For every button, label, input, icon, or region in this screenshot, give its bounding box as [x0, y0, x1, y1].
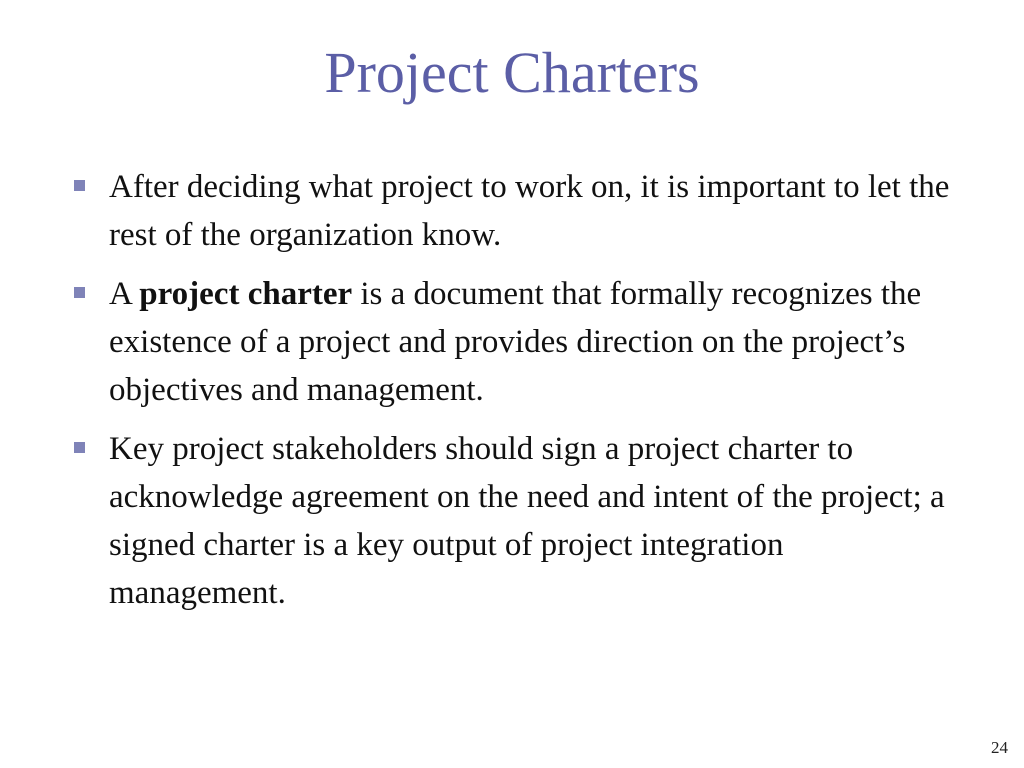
square-bullet-icon — [74, 287, 85, 298]
bullet-item-3 — [74, 425, 954, 617]
bullet-text: After deciding what project to work on, it is important to let the rest of the organization know. — [109, 169, 950, 253]
bullet-item-1 — [74, 163, 954, 259]
square-bullet-icon — [74, 180, 85, 191]
bullet-item-2 — [74, 270, 954, 414]
bullet-list — [74, 163, 954, 628]
bullet-suffix: is a document that formally recognizes the existence of a project and provides direction on the project’s objectives and management. — [109, 276, 922, 408]
bullet-prefix: A — [109, 276, 140, 312]
slide-title: Project Charters — [324, 40, 700, 105]
bullet-emphasis: project charter — [139, 276, 353, 312]
bullet-text: Key project stakeholders should sign a project charter to acknowledge agreement on the need and intent of the project; a signed charter is a key output of project integration management. — [109, 431, 945, 611]
square-bullet-icon — [74, 442, 85, 453]
page-number: 24 — [991, 738, 1008, 757]
